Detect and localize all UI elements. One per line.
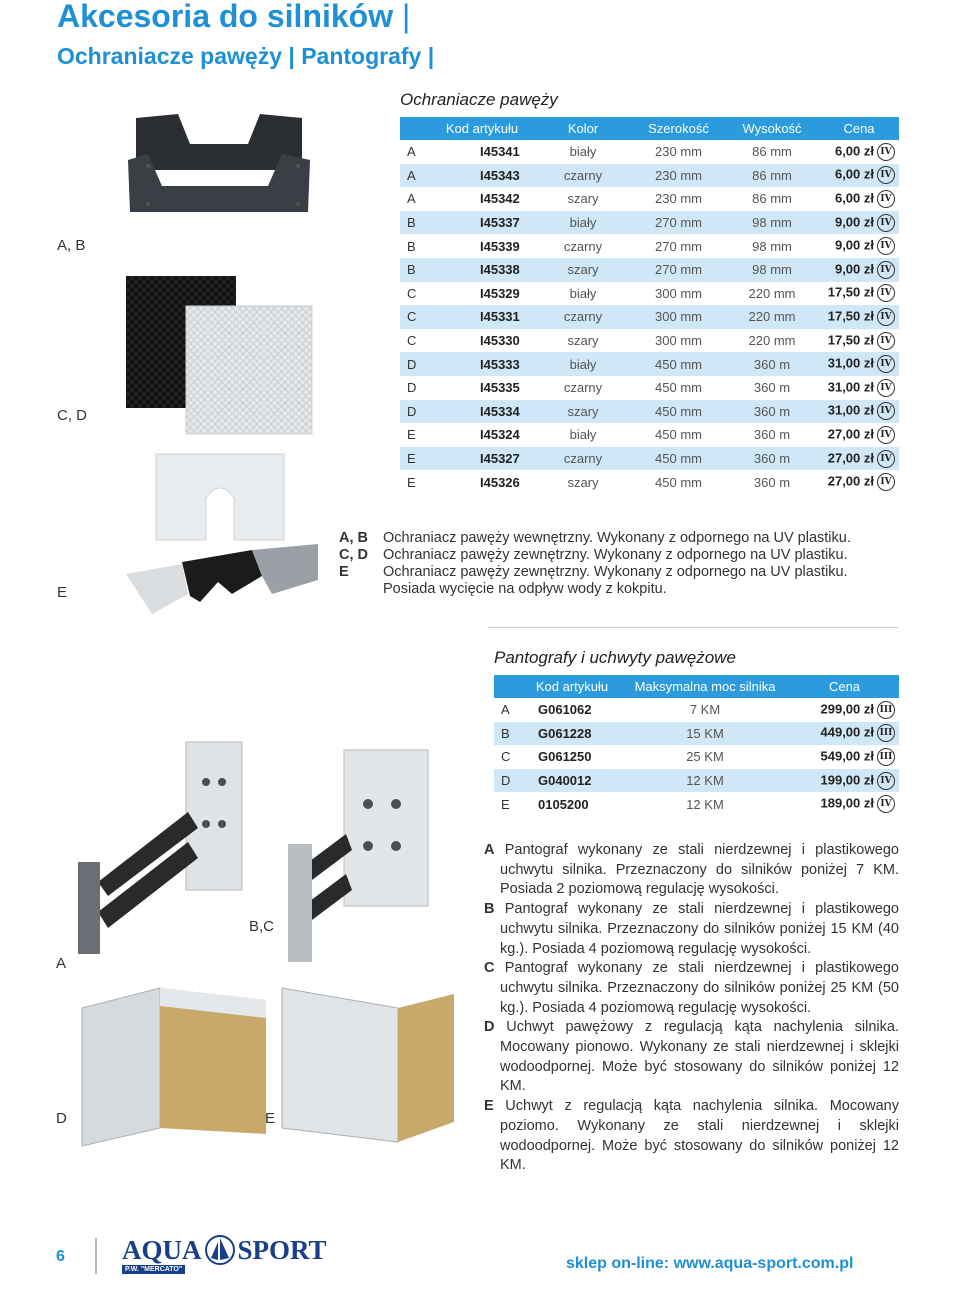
sail-icon <box>205 1234 235 1266</box>
item-color: czarny <box>563 380 603 396</box>
price-class-icon: IV <box>877 214 895 232</box>
transom-mount-e-image <box>278 978 456 1148</box>
row-letter: D <box>494 769 524 793</box>
row-letter: C <box>501 749 511 765</box>
price-value: 189,00 zł <box>820 795 874 811</box>
column-header: Cena <box>790 675 899 698</box>
table-row <box>400 447 899 471</box>
description-key: E <box>484 1098 494 1115</box>
item-height: 98 mm <box>725 258 819 282</box>
row-letter: A <box>501 702 510 718</box>
description-row <box>339 581 899 598</box>
item-code: I45327 <box>430 447 534 471</box>
description-text: Pantograf wykonany ze stali nierdzewnej i plastikowego uchwytu silnika. Przeznaczony do silników poniżej 7 KM. Posiada 2 poziomową regulację wysokości. <box>500 842 899 898</box>
pantographs-table <box>494 675 899 816</box>
item-height: 220 mm <box>725 305 819 329</box>
price-class-icon: IV <box>877 473 895 491</box>
row-letter: A <box>407 144 416 160</box>
item-height: 360 m <box>753 380 791 396</box>
item-price <box>790 745 899 769</box>
row-letter: D <box>407 380 417 396</box>
item-color: biały <box>569 144 597 160</box>
item-color: szary <box>567 474 599 490</box>
price-value: 17,50 zł <box>827 331 874 347</box>
description-text: Ochraniacz pawęży zewnętrzny. Wykonany z odpornego na UV plastiku. <box>383 547 848 563</box>
price-value: 449,00 zł <box>820 724 874 740</box>
item-price <box>819 282 899 306</box>
image-label-ab: A, B <box>57 237 86 254</box>
item-code: I45333 <box>430 352 534 376</box>
item-width: 270 mm <box>632 211 725 235</box>
image-label-bc: B,C <box>249 918 275 935</box>
description-key: E <box>339 564 349 580</box>
item-code: I45334 <box>430 400 534 424</box>
item-price <box>819 305 899 329</box>
price-value: 6,00 zł <box>834 190 874 206</box>
column-header: Kod artykułu <box>524 675 620 698</box>
price-value: 6,00 zł <box>834 166 874 182</box>
table-row <box>400 329 899 353</box>
item-width: 300 mm <box>655 333 702 349</box>
item-width: 230 mm <box>655 144 702 160</box>
page-subtitle: Ochraniacze pawęży | Pantografy | <box>57 43 435 69</box>
item-code: 0105200 <box>538 796 589 812</box>
item-code: I45335 <box>480 380 520 396</box>
description-paragraph <box>484 1097 899 1176</box>
item-code: I45337 <box>430 211 534 235</box>
item-height: 360 m <box>753 427 791 443</box>
description-key <box>339 581 383 598</box>
item-width: 230 mm <box>632 164 725 188</box>
table-row <box>494 698 899 722</box>
table-row <box>400 305 899 329</box>
description-key: B <box>484 901 495 918</box>
image-label-cd: C, D <box>57 407 87 424</box>
price-class-icon: IV <box>877 795 895 813</box>
column-header-letter <box>494 675 524 698</box>
table-row <box>494 745 899 769</box>
item-code: I45338 <box>430 258 534 282</box>
protectors-title: Ochraniacze pawęży <box>400 90 558 109</box>
price-class-icon: III <box>877 724 895 742</box>
description-key: D <box>484 1019 495 1036</box>
price-class-icon: IV <box>877 332 895 350</box>
price-value: 9,00 zł <box>834 214 874 230</box>
row-letter: E <box>501 796 510 812</box>
item-width: 450 mm <box>655 474 702 490</box>
image-label-d: D <box>56 1110 67 1127</box>
item-width: 450 mm <box>632 400 725 424</box>
item-price <box>790 698 899 722</box>
price-value: 31,00 zł <box>827 355 874 371</box>
item-color: biały <box>534 352 632 376</box>
item-price <box>819 164 899 188</box>
item-price <box>790 792 899 816</box>
item-code: I45341 <box>480 144 520 160</box>
item-color: czarny <box>534 164 632 188</box>
table-row <box>400 423 899 447</box>
price-value: 9,00 zł <box>834 261 874 277</box>
description-row <box>339 530 899 547</box>
page-number: 6 <box>56 1248 65 1265</box>
item-height: 98 mm <box>725 211 819 235</box>
table-row <box>494 792 899 816</box>
item-width: 450 mm <box>655 380 702 396</box>
row-letter: E <box>400 447 430 471</box>
item-height: 360 m <box>725 352 819 376</box>
item-power: 25 KM <box>686 749 724 765</box>
item-color: czarny <box>534 305 632 329</box>
description-text: Uchwyt pawężowy z regulacją kąta nachylenia silnika. Mocowany pionowo. Wykonany ze stali nierdzewnej i sklejki wodoodpornej. Może być stosowany do silników poniżej 12 KM. <box>500 1019 899 1095</box>
description-key: A <box>484 842 495 858</box>
price-value: 17,50 zł <box>827 284 874 300</box>
image-label-e2: E <box>265 1110 276 1127</box>
item-color: biały <box>534 211 632 235</box>
protector-e-image-bottom <box>122 544 322 616</box>
item-width: 450 mm <box>632 352 725 376</box>
pantographs-descriptions <box>484 841 899 1176</box>
row-letter: B <box>494 722 524 746</box>
item-code: G061062 <box>538 702 592 718</box>
item-price <box>790 769 899 793</box>
price-value: 299,00 zł <box>820 701 874 717</box>
item-code: I45324 <box>480 427 520 443</box>
price-value: 31,00 zł <box>827 402 874 418</box>
pantograph-a-image <box>68 732 268 958</box>
price-class-icon: IV <box>877 190 895 208</box>
row-letter: C <box>400 305 430 329</box>
row-letter: B <box>400 211 430 235</box>
page-title: Akcesoria do silników | <box>57 0 411 34</box>
price-class-icon: IV <box>877 355 895 373</box>
shop-link[interactable]: sklep on-line: www.aqua-sport.com.pl <box>566 1255 854 1272</box>
row-letter: C <box>407 285 417 301</box>
item-price <box>819 423 899 447</box>
table-row <box>400 282 899 306</box>
price-class-icon: IV <box>877 772 895 790</box>
item-color: biały <box>569 285 597 301</box>
price-value: 199,00 zł <box>820 772 874 788</box>
description-paragraph <box>484 1018 899 1097</box>
price-class-icon: IV <box>877 261 895 279</box>
item-width: 450 mm <box>655 427 702 443</box>
item-code: I45326 <box>480 474 520 490</box>
description-paragraph <box>484 900 899 959</box>
column-header: Kod artykułu <box>430 117 534 140</box>
item-color: czarny <box>534 447 632 471</box>
item-color: biały <box>569 427 597 443</box>
item-price <box>819 140 899 164</box>
item-power: 12 KM <box>620 769 790 793</box>
description-text: Posiada wycięcie na odpływ wody z kokpitu. <box>383 581 667 597</box>
item-price <box>819 470 899 494</box>
row-letter: C <box>407 333 417 349</box>
item-height: 360 m <box>753 474 791 490</box>
item-power: 12 KM <box>686 796 724 812</box>
item-price <box>819 258 899 282</box>
footer-separator <box>95 1238 97 1274</box>
item-price <box>819 400 899 424</box>
item-height: 86 mm <box>725 164 819 188</box>
description-row <box>339 564 899 581</box>
table-row <box>494 769 899 793</box>
column-header-letter <box>400 117 430 140</box>
description-key: C, D <box>339 547 368 563</box>
item-price <box>819 447 899 471</box>
table-row <box>400 400 899 424</box>
row-letter: B <box>400 258 430 282</box>
aqua-sport-logo: AQUA SPORT P.W. "MERCATO" <box>122 1234 327 1273</box>
row-letter: A <box>400 164 430 188</box>
price-value: 9,00 zł <box>834 237 874 253</box>
price-class-icon: III <box>877 701 895 719</box>
item-code: I45339 <box>480 238 520 254</box>
price-class-icon: IV <box>877 426 895 444</box>
item-color: szary <box>534 400 632 424</box>
table-row <box>400 187 899 211</box>
item-power: 7 KM <box>689 702 721 718</box>
description-text: Pantograf wykonany ze stali nierdzewnej i plastikowego uchwytu silnika. Przeznaczony do silników poniżej 15 KM (40 kg.). Posiada 4 poziomową regulację wysokości. <box>500 901 899 957</box>
price-class-icon: IV <box>877 402 895 420</box>
protectors-table <box>400 117 899 494</box>
row-letter: E <box>407 427 416 443</box>
item-color: czarny <box>563 238 603 254</box>
item-height: 98 mm <box>752 238 792 254</box>
table-row <box>400 164 899 188</box>
description-row <box>339 547 899 564</box>
item-code: I45331 <box>430 305 534 329</box>
item-width: 270 mm <box>655 238 702 254</box>
column-header: Szerokość <box>632 117 725 140</box>
item-height: 86 mm <box>752 144 792 160</box>
price-value: 31,00 zł <box>827 379 874 395</box>
column-header: Cena <box>819 117 899 140</box>
item-price <box>819 187 899 211</box>
transom-mount-d-image <box>80 978 270 1148</box>
price-value: 17,50 zł <box>827 308 874 324</box>
item-price <box>819 329 899 353</box>
table-row <box>400 352 899 376</box>
price-class-icon: IV <box>877 379 895 397</box>
item-code: I45329 <box>480 285 520 301</box>
item-code: I45330 <box>480 333 520 349</box>
table-row <box>400 470 899 494</box>
price-class-icon: III <box>877 748 895 766</box>
description-paragraph <box>484 841 899 900</box>
item-price <box>790 722 899 746</box>
price-value: 549,00 zł <box>820 748 874 764</box>
price-class-icon: IV <box>877 143 895 161</box>
item-height: 360 m <box>725 447 819 471</box>
item-color: szary <box>567 333 599 349</box>
item-price <box>819 211 899 235</box>
item-power: 15 KM <box>620 722 790 746</box>
item-width: 270 mm <box>632 258 725 282</box>
protector-cd-image <box>124 270 314 440</box>
item-height: 360 m <box>725 400 819 424</box>
description-text: Ochraniacz pawęży zewnętrzny. Wykonany z odpornego na UV plastiku. <box>383 564 848 580</box>
table-row <box>400 376 899 400</box>
item-height: 220 mm <box>748 333 796 349</box>
row-letter: A <box>407 191 416 207</box>
price-class-icon: IV <box>877 237 895 255</box>
price-class-icon: IV <box>877 450 895 468</box>
protectors-descriptions <box>339 530 899 598</box>
table-row <box>494 722 899 746</box>
item-code: G040012 <box>524 769 620 793</box>
price-class-icon: IV <box>877 284 895 302</box>
column-header: Maksymalna moc silnika <box>620 675 790 698</box>
row-letter: D <box>400 352 430 376</box>
description-key: C <box>484 960 495 977</box>
description-paragraph <box>484 959 899 1018</box>
item-code: I45343 <box>430 164 534 188</box>
row-letter: D <box>400 400 430 424</box>
column-header: Kolor <box>534 117 632 140</box>
item-price <box>819 234 899 258</box>
description-key: A, B <box>339 530 368 546</box>
item-price <box>819 352 899 376</box>
item-color: szary <box>534 258 632 282</box>
table-row <box>400 234 899 258</box>
table-row <box>400 258 899 282</box>
item-width: 450 mm <box>632 447 725 471</box>
price-value: 27,00 zł <box>827 473 874 489</box>
row-letter: B <box>407 238 416 254</box>
column-header: Wysokość <box>725 117 819 140</box>
item-width: 230 mm <box>655 191 702 207</box>
item-code: I45342 <box>480 191 520 207</box>
item-width: 300 mm <box>655 285 702 301</box>
item-height: 86 mm <box>752 191 792 207</box>
price-class-icon: IV <box>877 308 895 326</box>
pantographs-title: Pantografy i uchwyty pawężowe <box>494 648 736 667</box>
pantograph-bc-image <box>286 744 466 964</box>
protector-e-image-top <box>150 450 290 542</box>
table-row <box>400 140 899 164</box>
table-row <box>400 211 899 235</box>
row-letter: E <box>407 474 416 490</box>
price-class-icon: IV <box>877 166 895 184</box>
item-width: 300 mm <box>632 305 725 329</box>
price-value: 27,00 zł <box>827 449 874 465</box>
image-label-a: A <box>56 955 67 972</box>
description-text: Ochraniacz pawęży wewnętrzny. Wykonany z odpornego na UV plastiku. <box>383 530 851 546</box>
price-value: 6,00 zł <box>834 143 874 159</box>
item-code: G061228 <box>524 722 620 746</box>
section-divider <box>488 627 898 628</box>
protector-ab-image <box>118 100 318 220</box>
item-code: G061250 <box>538 749 592 765</box>
image-label-e: E <box>57 584 68 601</box>
item-price <box>819 376 899 400</box>
price-value: 27,00 zł <box>827 426 874 442</box>
item-color: szary <box>567 191 599 207</box>
item-height: 220 mm <box>748 285 796 301</box>
description-text: Uchwyt z regulacją kąta nachylenia silnika. Mocowany poziomo. Wykonany ze stali nierdzewnej i sklejki wodoodpornej. Może być stosowany do silników poniżej 12 KM. <box>500 1098 899 1174</box>
description-text: Pantograf wykonany ze stali nierdzewnej i plastikowego uchwytu silnika. Przeznaczony do silników poniżej 25 KM (50 kg.). Posiada 4 poziomową regulację wysokości. <box>500 960 899 1016</box>
